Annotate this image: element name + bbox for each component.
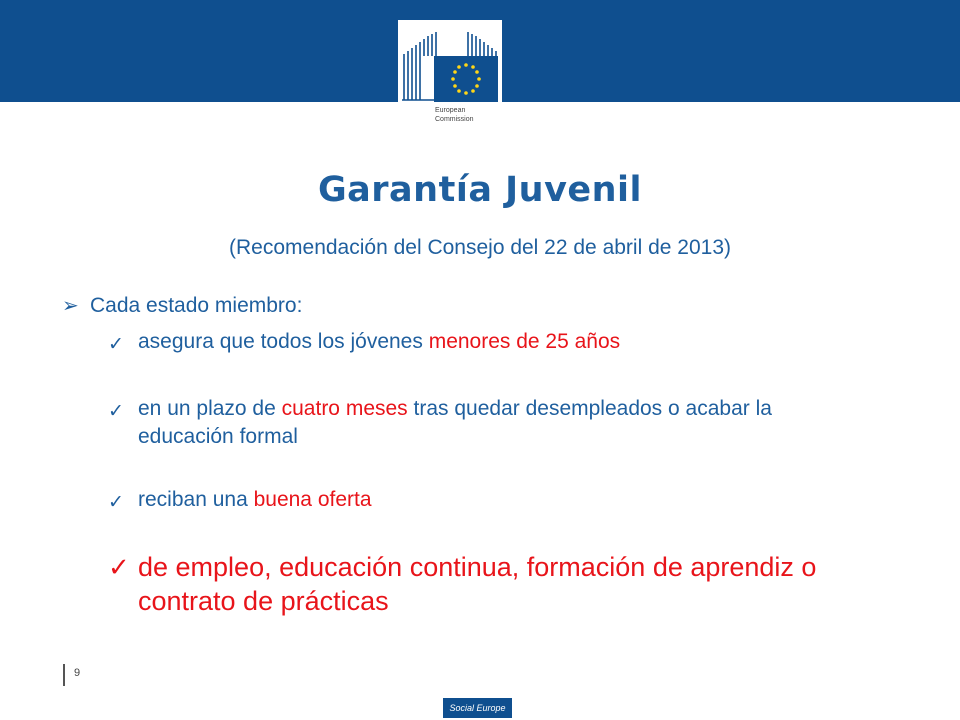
- list-item: asegura que todos los jóvenes menores de 25 años: [138, 330, 621, 353]
- logo-text-line2: Commission: [435, 116, 474, 123]
- logo-text-line1: European: [435, 107, 466, 114]
- arrow-bullet-icon: ➢: [62, 295, 79, 317]
- check-icon: ✓: [108, 492, 124, 513]
- list-item: reciban una buena oferta: [138, 488, 372, 511]
- european-commission-logo: [398, 20, 502, 136]
- slide-number-divider: [63, 664, 65, 686]
- check-icon: ✓: [108, 401, 124, 422]
- slide-subtitle: (Recomendación del Consejo del 22 de abril de 2013): [229, 236, 731, 259]
- main-bullet-text: Cada estado miembro:: [90, 294, 303, 317]
- check-icon: ✓: [108, 334, 124, 355]
- main-bullet: [62, 293, 302, 318]
- list-item: en un plazo de cuatro meses tras quedar desempleados o acabar la educación formal: [138, 397, 772, 448]
- list-item-emphasis: de empleo, educación continua, formación de aprendiz o contrato de prácticas: [138, 552, 817, 616]
- check-icon: ✓: [108, 552, 130, 582]
- social-europe-badge: Social Europe: [443, 698, 512, 718]
- slide-title: Garantía Juvenil: [317, 170, 643, 210]
- slide-number: 9: [74, 667, 81, 679]
